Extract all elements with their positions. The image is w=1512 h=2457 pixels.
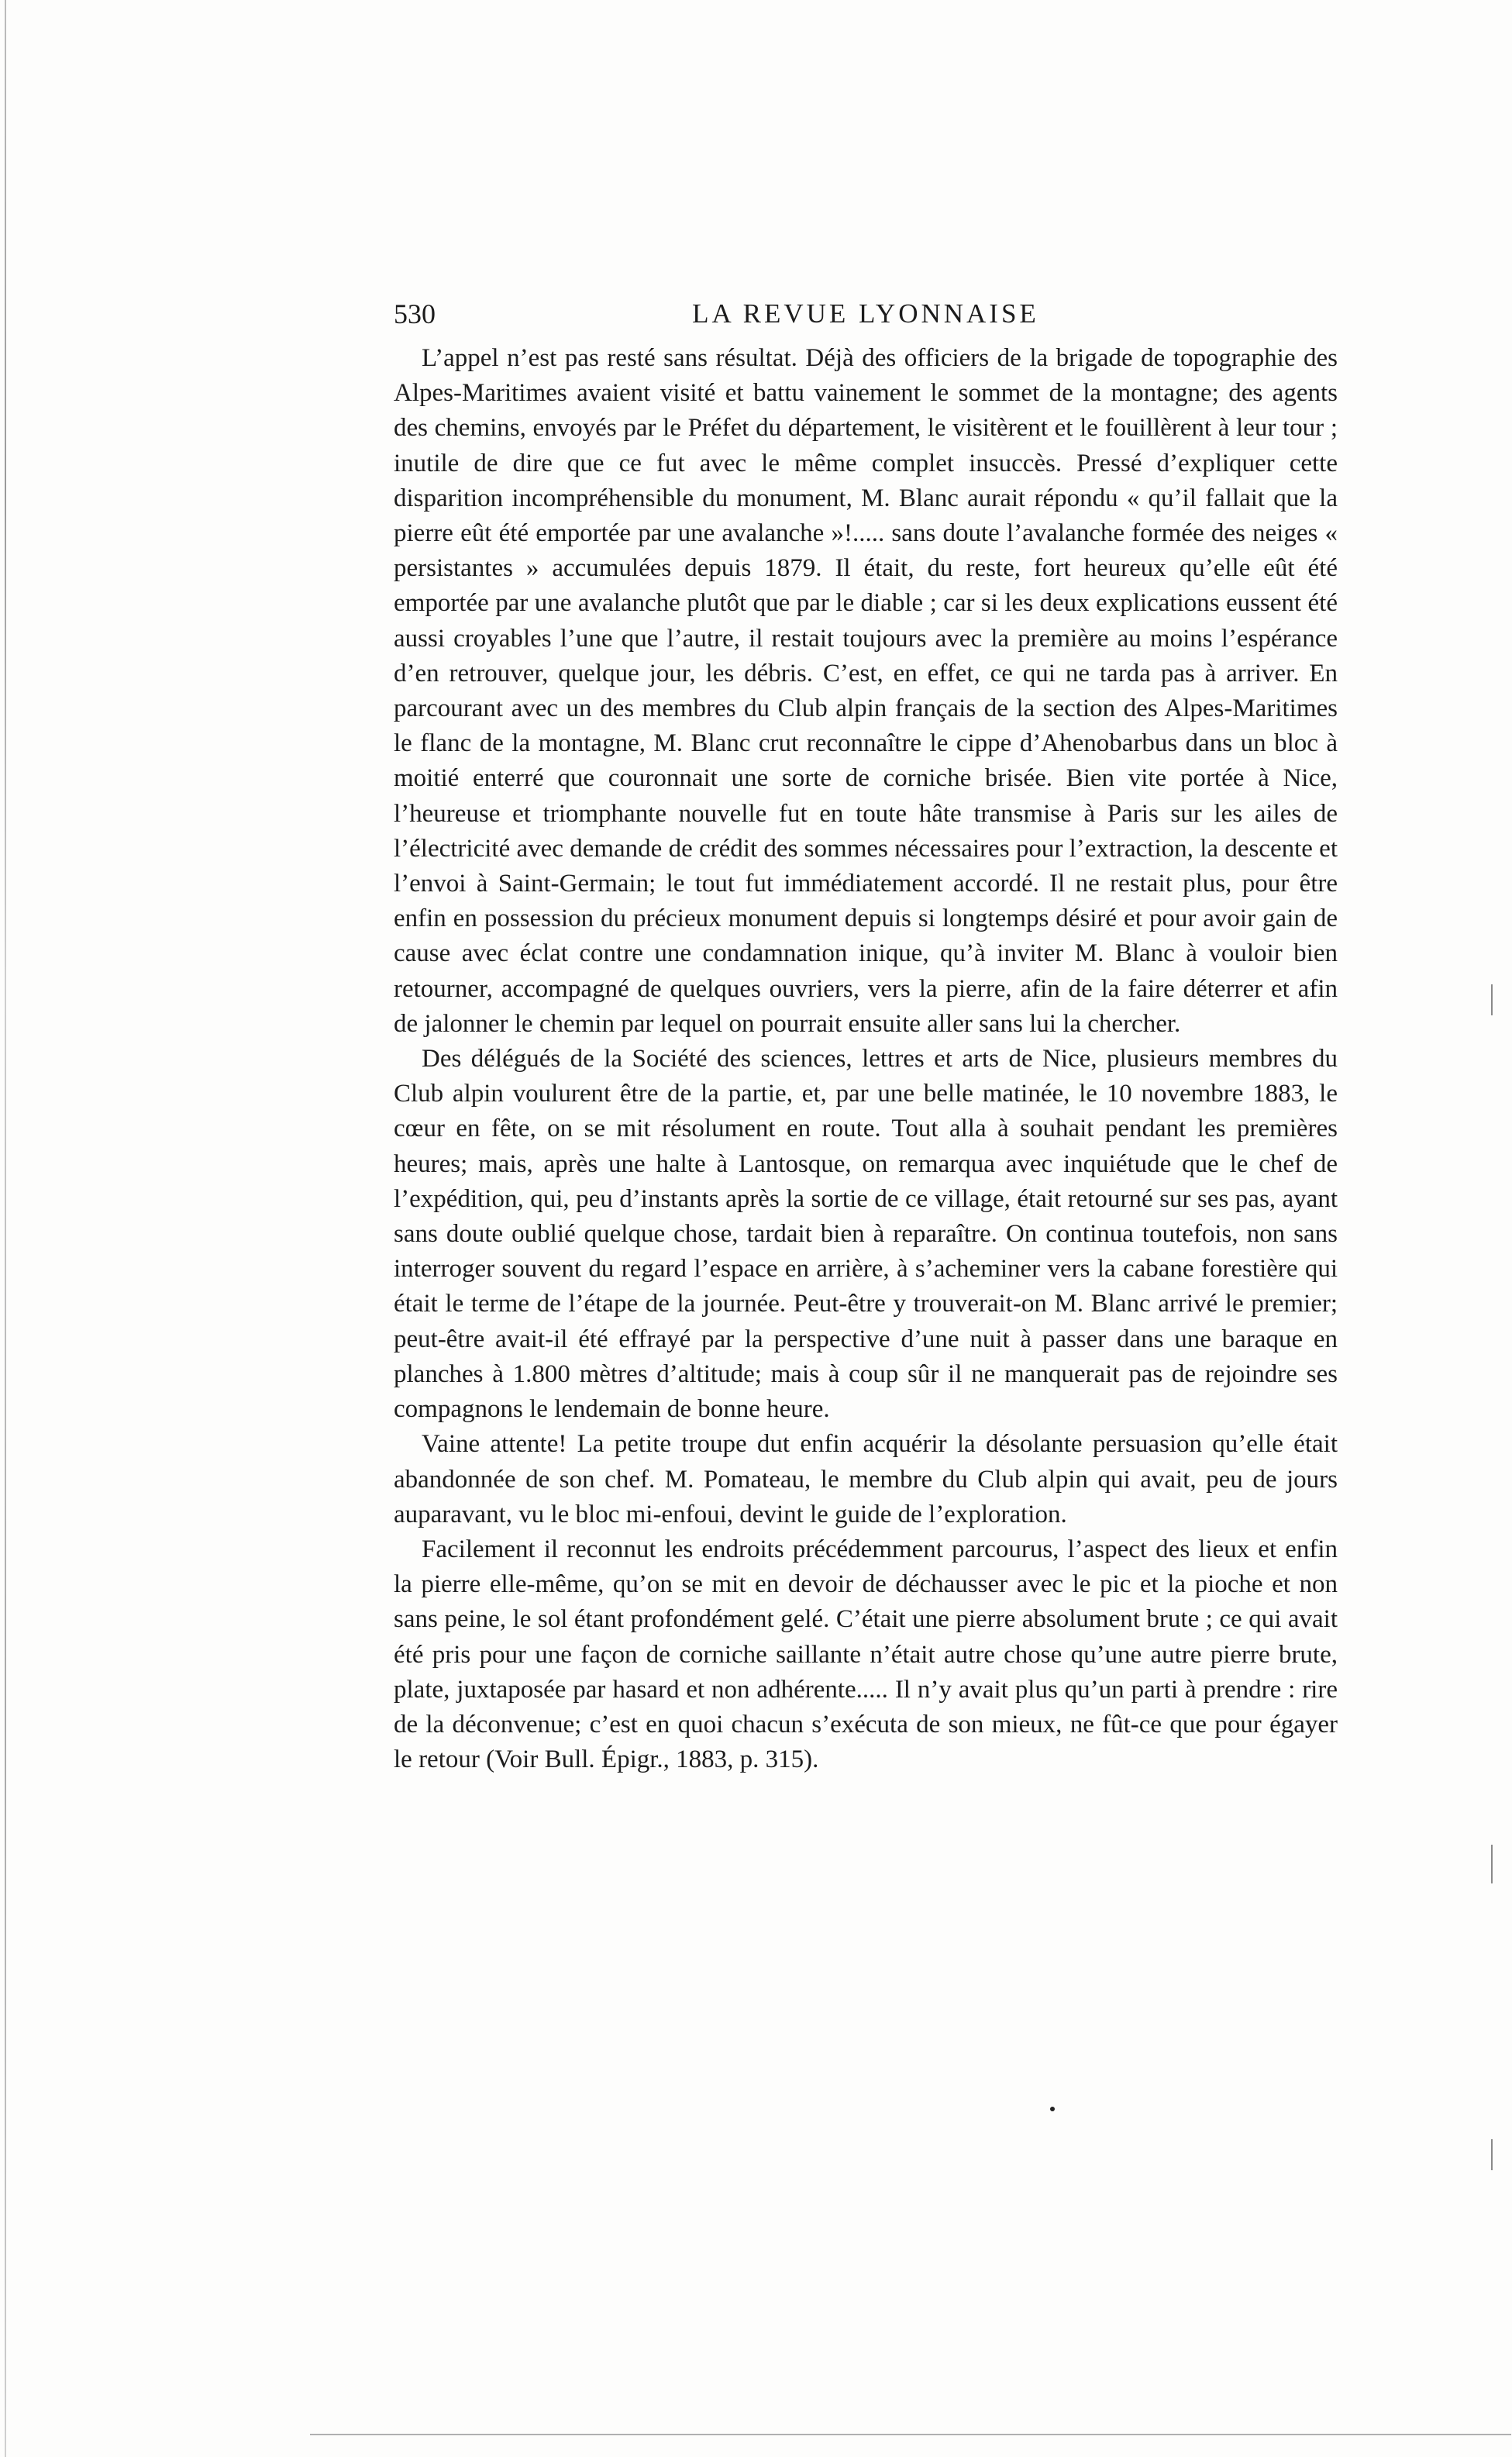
paragraph: Facilement il reconnut les endroits précédemment parcourus, l’aspect des lieux et enfin la pierre elle-même, qu’on se mit en devoir de déchausser avec le pic et la pioche et non sans peine, le sol étant profondément gelé. C’était une pierre absolument brute ; ce qui avait été pris pour une façon de corniche saillante n’était autre chose qu’une autre pierre brute, plate, juxtaposée par hasard et non adhérente..... Il n’y avait plus qu’un parti à prendre : rire de la déconvenue; c’est en quoi chacun s’exécuta de son mieux, ne fût-ce que pour égayer le retour (Voir Bull. Épigr., 1883, p. 315).: [394, 1535, 1338, 1774]
bottom-scan-line: [310, 2434, 1511, 2435]
scan-edge-line: [5, 0, 6, 2457]
paragraph: Des délégués de la Société des sciences, lettres et arts de Nice, plusieurs membres du Club alpin voulurent être de la partie, et, par une belle matinée, le 10 novembre 1883, le cœur en fête, on se mit résolument en route. Tout alla à souhait pendant les premières heures; mais, après une halte à Lantosque, on remarqua avec inquiétude que le chef de l’expédition, qui, peu d’instants après la sortie de ce village, était retourné sur ses pas, ayant sans doute oublié quelque chose, tardait bien à reparaître. On continua toutefois, non sans interroger souvent du regard l’espace en arrière, à s’acheminer vers la cabane forestière qui était le terme de l’étape de la journée. Peut-être y trouverait-on M. Blanc arrivé le premier; peut-être avait-il été effrayé par la perspective d’une nuit à passer dans une baraque en planches à 1.800 mètres d’altitude; mais à coup sûr il ne manquerait pas de rejoindre ses compagnons le lendemain de bonne heure.: [394, 1045, 1338, 1424]
body-text: [394, 341, 1338, 1777]
margin-mark: [1491, 1845, 1493, 1883]
margin-mark: [1491, 984, 1493, 1015]
margin-mark: [1491, 2139, 1493, 2170]
journal-title: LA REVUE LYONNAISE: [692, 298, 1039, 329]
page-number: 530: [394, 298, 436, 329]
paragraph: L’appel n’est pas resté sans résultat. Déjà des officiers de la brigade de topographie des Alpes-Maritimes avaient visité et battu vainement le sommet de la montagne; des agents des chemins, envoyés par le Préfet du département, le visitèrent et le fouillèrent à leur tour ; inutile de dire que ce fut avec le même complet insuccès. Pressé d’expliquer cette disparition incompréhensible du monument, M. Blanc aurait répondu « qu’il fallait que la pierre eût été emportée par une avalanche »!..... sans doute l’avalanche formée des neiges « persistantes » accumulées depuis 1879. Il était, du reste, fort heureux qu’elle eût été emportée par une avalanche plutôt que par le diable ; car si les deux explications eussent été aussi croyables l’une que l’autre, il restait toujours avec la première au moins l’espérance d’en retrouver, quelque jour, les débris. C’est, en effet, ce qui ne tarda pas à arriver. En parcourant avec un des membres du Club alpin français de la section des Alpes-Maritimes le flanc de la montagne, M. Blanc crut reconnaître le cippe d’Ahenobarbus dans un bloc à moitié enterré que couronnait une sorte de corniche brisée. Bien vite portée à Nice, l’heureuse et triomphante nouvelle fut en toute hâte transmise à Paris sur les ailes de l’électricité avec demande de crédit des sommes nécessaires pour l’extraction, la descente et l’envoi à Saint-Germain; le tout fut immédiatement accordé. Il ne restait plus, pour être enfin en possession du précieux monument depuis si longtemps désiré et pour avoir gain de cause avec éclat contre une condamnation inique, qu’à inviter M. Blanc à vouloir bien retourner, accompagné de quelques ouvriers, vers la pierre, afin de la faire déterrer et afin de jalonner le chemin par lequel on pourrait ensuite aller sans lui la chercher.: [394, 344, 1338, 1038]
paragraph: Vaine attente! La petite troupe dut enfin acquérir la désolante persuasion qu’elle était abandonnée de son chef. M. Pomateau, le membre du Club alpin qui avait, peu de jours auparavant, vu le bloc mi-enfoui, devint le guide de l’exploration.: [394, 1430, 1338, 1528]
running-head: [394, 295, 1338, 333]
ink-speck: [1050, 2107, 1055, 2111]
